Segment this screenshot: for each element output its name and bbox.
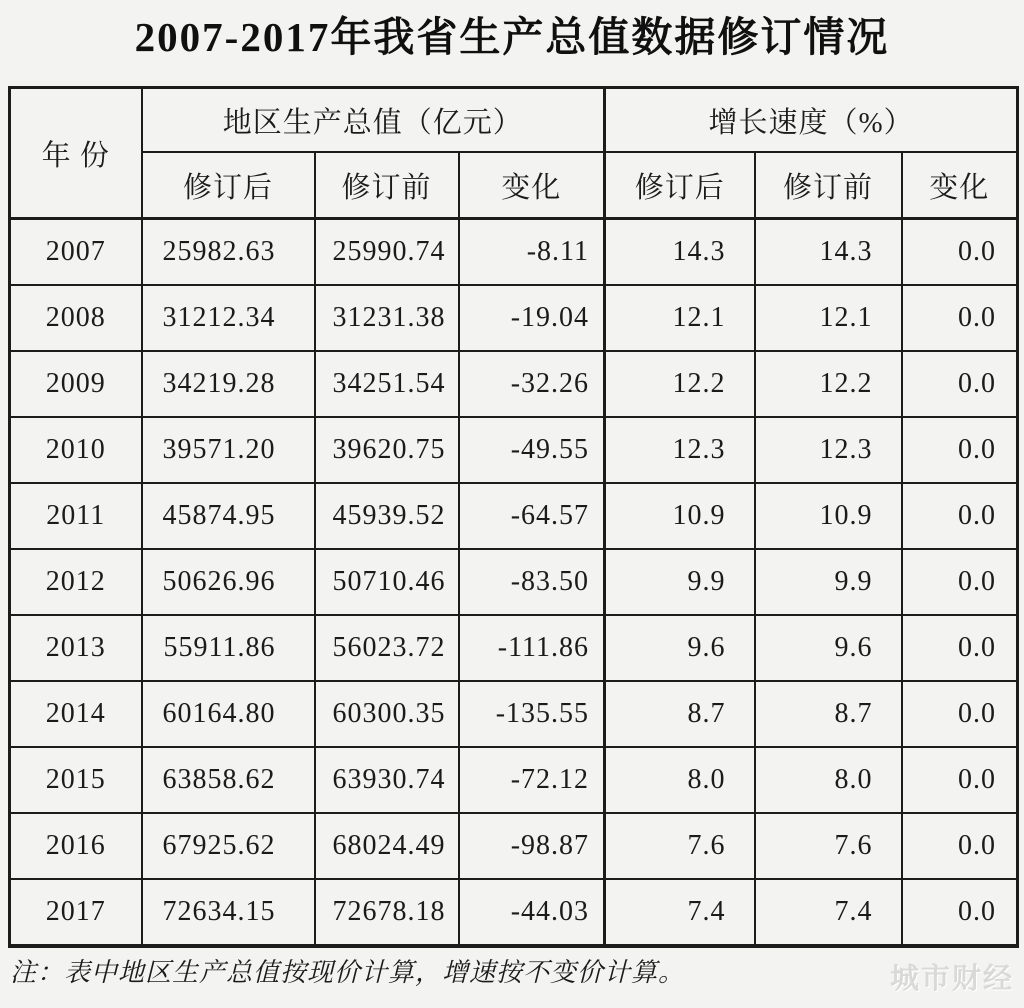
table-footnote: 注：表中地区生产总值按现价计算，增速按不变价计算。 (10, 958, 686, 987)
gdp-change-cell: -44.03 (459, 879, 605, 946)
gdp-revised-cell: 63858.62 (142, 747, 315, 813)
gdp-original-cell: 45939.52 (315, 483, 459, 549)
table-row (10, 417, 1018, 483)
rate-original-cell: 7.4 (755, 879, 902, 946)
year-cell: 2008 (10, 285, 142, 351)
table-row (10, 681, 1018, 747)
gdp-change-cell: -19.04 (459, 285, 605, 351)
gdp-original-header: 修订前 (315, 152, 459, 219)
rate-revised-header: 修订后 (605, 152, 755, 219)
gdp-original-cell: 68024.49 (315, 813, 459, 879)
year-cell: 2011 (10, 483, 142, 549)
gdp-revised-header: 修订后 (142, 152, 315, 219)
year-cell: 2015 (10, 747, 142, 813)
gdp-original-cell: 50710.46 (315, 549, 459, 615)
gdp-original-cell: 25990.74 (315, 219, 459, 286)
table-row (10, 615, 1018, 681)
rate-original-cell: 12.1 (755, 285, 902, 351)
rate-change-cell: 0.0 (902, 417, 1018, 483)
rate-change-cell: 0.0 (902, 681, 1018, 747)
rate-change-cell: 0.0 (902, 549, 1018, 615)
header-row-subcolumns (10, 152, 1018, 219)
gdp-change-cell: -83.50 (459, 549, 605, 615)
gdp-change-cell: -49.55 (459, 417, 605, 483)
gdp-revised-cell: 39571.20 (142, 417, 315, 483)
rate-revised-cell: 8.0 (605, 747, 755, 813)
gdp-revised-cell: 31212.34 (142, 285, 315, 351)
rate-revised-cell: 9.9 (605, 549, 755, 615)
rate-change-cell: 0.0 (902, 351, 1018, 417)
gdp-revised-cell: 72634.15 (142, 879, 315, 946)
rate-revised-cell: 12.1 (605, 285, 755, 351)
gdp-change-cell: -8.11 (459, 219, 605, 286)
rate-original-cell: 9.9 (755, 549, 902, 615)
gdp-original-cell: 31231.38 (315, 285, 459, 351)
rate-original-cell: 12.3 (755, 417, 902, 483)
rate-revised-cell: 10.9 (605, 483, 755, 549)
year-cell: 2016 (10, 813, 142, 879)
gdp-original-cell: 56023.72 (315, 615, 459, 681)
year-column-header: 年 份 (10, 88, 142, 219)
table-header (10, 88, 1018, 219)
table-body (10, 219, 1018, 947)
gdp-change-cell: -135.55 (459, 681, 605, 747)
table-row (10, 813, 1018, 879)
gdp-revised-cell: 50626.96 (142, 549, 315, 615)
table-row (10, 879, 1018, 946)
year-cell: 2007 (10, 219, 142, 286)
rate-original-cell: 12.2 (755, 351, 902, 417)
rate-revised-cell: 8.7 (605, 681, 755, 747)
gdp-original-cell: 34251.54 (315, 351, 459, 417)
rate-original-cell: 8.7 (755, 681, 902, 747)
rate-change-cell: 0.0 (902, 879, 1018, 946)
gdp-change-cell: -98.87 (459, 813, 605, 879)
table-row (10, 219, 1018, 286)
gdp-change-cell: -32.26 (459, 351, 605, 417)
table-row (10, 549, 1018, 615)
rate-revised-cell: 9.6 (605, 615, 755, 681)
table-row (10, 747, 1018, 813)
rate-original-cell: 14.3 (755, 219, 902, 286)
year-cell: 2014 (10, 681, 142, 747)
gdp-original-cell: 72678.18 (315, 879, 459, 946)
rate-original-cell: 9.6 (755, 615, 902, 681)
gdp-original-cell: 39620.75 (315, 417, 459, 483)
gdp-revised-cell: 34219.28 (142, 351, 315, 417)
header-row-groups (10, 88, 1018, 153)
year-cell: 2017 (10, 879, 142, 946)
rate-revised-cell: 7.4 (605, 879, 755, 946)
gdp-original-cell: 60300.35 (315, 681, 459, 747)
gdp-group-header: 地区生产总值（亿元） (142, 88, 605, 153)
rate-revised-cell: 14.3 (605, 219, 755, 286)
growth-rate-group-header: 增长速度（%） (605, 88, 1018, 153)
gdp-original-cell: 63930.74 (315, 747, 459, 813)
rate-original-cell: 10.9 (755, 483, 902, 549)
rate-original-cell: 7.6 (755, 813, 902, 879)
gdp-change-cell: -111.86 (459, 615, 605, 681)
rate-revised-cell: 12.3 (605, 417, 755, 483)
page-title: 2007-2017年我省生产总值数据修订情况 (134, 14, 890, 60)
rate-change-cell: 0.0 (902, 483, 1018, 549)
rate-change-cell: 0.0 (902, 615, 1018, 681)
year-cell: 2012 (10, 549, 142, 615)
year-cell: 2009 (10, 351, 142, 417)
gdp-revision-table (8, 86, 1019, 948)
year-cell: 2013 (10, 615, 142, 681)
gdp-change-cell: -72.12 (459, 747, 605, 813)
gdp-change-header: 变化 (459, 152, 605, 219)
gdp-revised-cell: 55911.86 (142, 615, 315, 681)
rate-change-cell: 0.0 (902, 747, 1018, 813)
rate-revised-cell: 12.2 (605, 351, 755, 417)
rate-revised-cell: 7.6 (605, 813, 755, 879)
rate-change-cell: 0.0 (902, 219, 1018, 286)
gdp-revised-cell: 25982.63 (142, 219, 315, 286)
table-row (10, 483, 1018, 549)
rate-original-header: 修订前 (755, 152, 902, 219)
table-row (10, 285, 1018, 351)
gdp-revised-cell: 60164.80 (142, 681, 315, 747)
gdp-change-cell: -64.57 (459, 483, 605, 549)
rate-change-cell: 0.0 (902, 813, 1018, 879)
watermark-label: 城市财经 (889, 963, 1014, 995)
gdp-revised-cell: 45874.95 (142, 483, 315, 549)
table-row (10, 351, 1018, 417)
rate-change-cell: 0.0 (902, 285, 1018, 351)
year-cell: 2010 (10, 417, 142, 483)
gdp-revised-cell: 67925.62 (142, 813, 315, 879)
rate-change-header: 变化 (902, 152, 1018, 219)
rate-original-cell: 8.0 (755, 747, 902, 813)
